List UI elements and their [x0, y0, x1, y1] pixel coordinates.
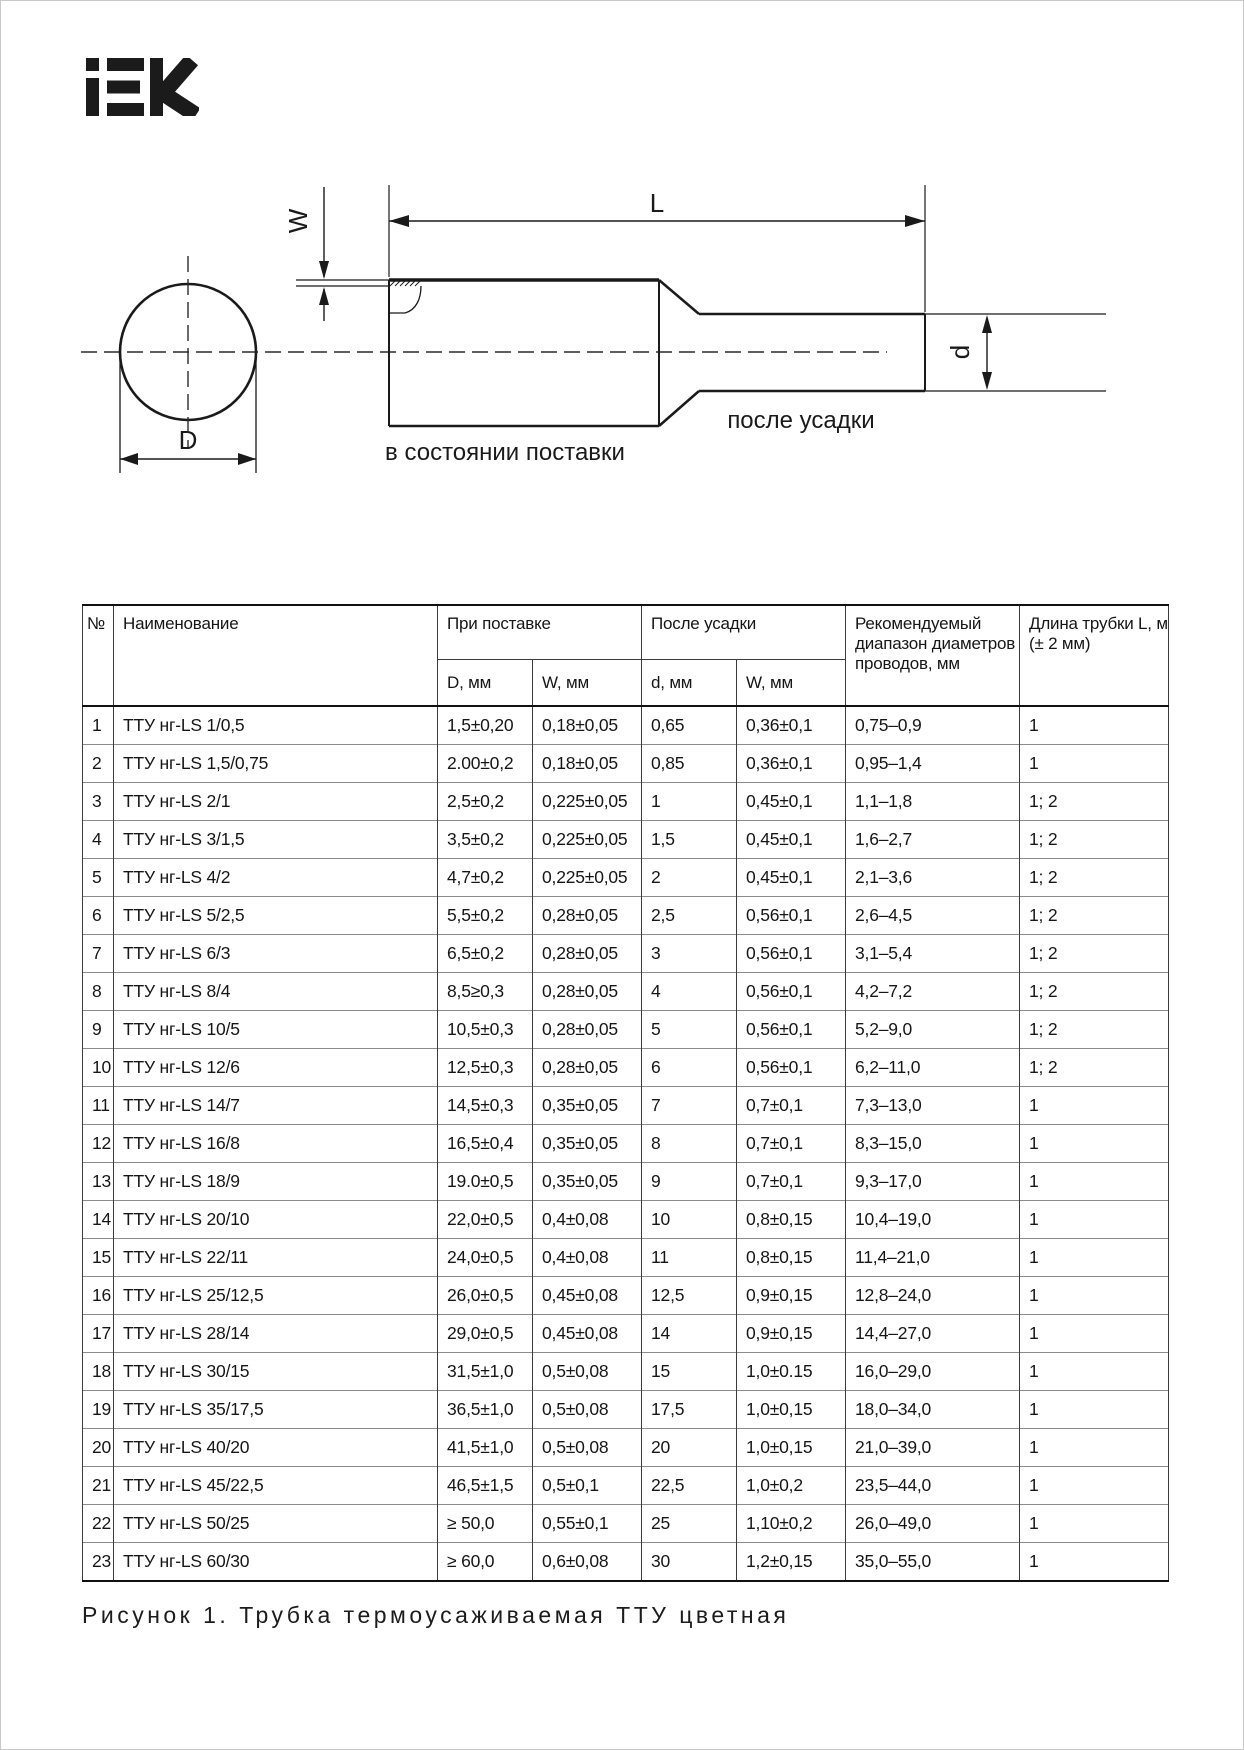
table-cell: 11 — [83, 1087, 114, 1125]
table-cell: 2,5 — [642, 897, 737, 935]
table-cell: 5,5±0,2 — [438, 897, 533, 935]
table-cell: 20 — [642, 1429, 737, 1467]
table-cell: 5 — [83, 859, 114, 897]
table-cell: 18 — [83, 1353, 114, 1391]
header-name: Наименование — [114, 605, 438, 706]
table-cell: 7 — [642, 1087, 737, 1125]
table-cell: ТТУ нг-LS 40/20 — [114, 1429, 438, 1467]
table-cell: 1 — [1020, 1543, 1169, 1582]
table-cell: ТТУ нг-LS 60/30 — [114, 1543, 438, 1582]
table-cell: 1; 2 — [1020, 973, 1169, 1011]
table-cell: 0,55±0,1 — [533, 1505, 642, 1543]
table-cell: 1; 2 — [1020, 783, 1169, 821]
table-cell: ТТУ нг-LS 30/15 — [114, 1353, 438, 1391]
table-row — [83, 1429, 1169, 1467]
table-cell: 8,3–15,0 — [846, 1125, 1020, 1163]
table-cell: 0,28±0,05 — [533, 935, 642, 973]
table-cell: 12,5 — [642, 1277, 737, 1315]
table-cell: 46,5±1,5 — [438, 1467, 533, 1505]
table-row — [83, 1543, 1169, 1582]
table-cell: 23 — [83, 1543, 114, 1582]
table-row — [83, 1353, 1169, 1391]
table-cell: 0,65 — [642, 706, 737, 745]
table-cell: 1,10±0,2 — [737, 1505, 846, 1543]
table-cell: 0,225±0,05 — [533, 859, 642, 897]
table-cell: 22 — [83, 1505, 114, 1543]
table-cell: 10,4–19,0 — [846, 1201, 1020, 1239]
table-cell: 21,0–39,0 — [846, 1429, 1020, 1467]
table-cell: ТТУ нг-LS 2/1 — [114, 783, 438, 821]
table-cell: 14,4–27,0 — [846, 1315, 1020, 1353]
table-cell: 1,0±0,15 — [737, 1391, 846, 1429]
table-cell: ТТУ нг-LS 20/10 — [114, 1201, 438, 1239]
table-cell: 1,0±0,15 — [737, 1429, 846, 1467]
dim-label-W: W — [283, 208, 313, 234]
taper-top — [659, 280, 699, 314]
table-row — [83, 1391, 1169, 1429]
table-cell: 1 — [1020, 1505, 1169, 1543]
table-cell: 10,5±0,3 — [438, 1011, 533, 1049]
table-row — [83, 897, 1169, 935]
dim-label-d: d — [945, 344, 975, 360]
table-row — [83, 1239, 1169, 1277]
table-cell: 6,2–11,0 — [846, 1049, 1020, 1087]
table-cell: 1,0±0.15 — [737, 1353, 846, 1391]
table-cell: 1; 2 — [1020, 897, 1169, 935]
l-arrow-left — [389, 215, 409, 227]
table-cell: ТТУ нг-LS 6/3 — [114, 935, 438, 973]
table-cell: 8 — [642, 1125, 737, 1163]
table-cell: 7,3–13,0 — [846, 1087, 1020, 1125]
table-cell: 1 — [1020, 1277, 1169, 1315]
table-cell: 1,5 — [642, 821, 737, 859]
table-cell: 0,36±0,1 — [737, 706, 846, 745]
table-cell: 6 — [642, 1049, 737, 1087]
table-row — [83, 935, 1169, 973]
table-cell: ТТУ нг-LS 8/4 — [114, 973, 438, 1011]
table-cell: 5,2–9,0 — [846, 1011, 1020, 1049]
table-cell: 1 — [1020, 1353, 1169, 1391]
table-cell: 1 — [1020, 1391, 1169, 1429]
table-cell: 0,56±0,1 — [737, 973, 846, 1011]
table-cell: 0,5±0,08 — [533, 1429, 642, 1467]
figure-caption: Рисунок 1. Трубка термоусаживаемая ТТУ цветная — [82, 1602, 790, 1628]
table-row — [83, 1467, 1169, 1505]
table-cell: 7 — [83, 935, 114, 973]
table-row — [83, 1011, 1169, 1049]
table-row — [83, 1163, 1169, 1201]
table-cell: 1 — [1020, 706, 1169, 745]
table-cell: 17,5 — [642, 1391, 737, 1429]
table-cell: 2,6–4,5 — [846, 897, 1020, 935]
table-cell: 9,3–17,0 — [846, 1163, 1020, 1201]
table-cell: 1 — [1020, 1163, 1169, 1201]
table-cell: 1; 2 — [1020, 1049, 1169, 1087]
table-cell: ≥ 50,0 — [438, 1505, 533, 1543]
table-cell: ТТУ нг-LS 10/5 — [114, 1011, 438, 1049]
table-cell: 36,5±1,0 — [438, 1391, 533, 1429]
table-cell: 0,225±0,05 — [533, 783, 642, 821]
table-cell: 25 — [642, 1505, 737, 1543]
table-cell: 11,4–21,0 — [846, 1239, 1020, 1277]
table-row — [83, 859, 1169, 897]
label-after-shrink: после усадки — [727, 407, 875, 434]
small-d-arrow-up — [982, 315, 992, 333]
table-cell: 1; 2 — [1020, 1011, 1169, 1049]
table-cell: 16 — [83, 1277, 114, 1315]
table-cell: 13 — [83, 1163, 114, 1201]
table-cell: 0,9±0,15 — [737, 1277, 846, 1315]
table-cell: 0,36±0,1 — [737, 745, 846, 783]
table-cell: 5 — [642, 1011, 737, 1049]
table-cell: 4,7±0,2 — [438, 859, 533, 897]
table-cell: 0,35±0,05 — [533, 1125, 642, 1163]
table-cell: 3,1–5,4 — [846, 935, 1020, 973]
table-cell: 10 — [642, 1201, 737, 1239]
header-group-shrunk: После усадки — [642, 605, 846, 660]
table-cell: 9 — [642, 1163, 737, 1201]
table-cell: 15 — [83, 1239, 114, 1277]
table-cell: 12,8–24,0 — [846, 1277, 1020, 1315]
spec-table-header — [83, 605, 1169, 706]
table-cell: 3 — [83, 783, 114, 821]
table-cell: 12,5±0,3 — [438, 1049, 533, 1087]
table-cell: 0,5±0,08 — [533, 1391, 642, 1429]
table-cell: 26,0±0,5 — [438, 1277, 533, 1315]
table-cell: ТТУ нг-LS 4/2 — [114, 859, 438, 897]
header-group-delivery: При поставке — [438, 605, 642, 660]
table-cell: 18,0–34,0 — [846, 1391, 1020, 1429]
header-length: Длина трубки L, м (± 2 мм) — [1020, 605, 1169, 706]
dim-label-D: D — [178, 425, 198, 455]
table-cell: 8,5≥0,3 — [438, 973, 533, 1011]
table-cell: 29,0±0,5 — [438, 1315, 533, 1353]
table-cell: ТТУ нг-LS 3/1,5 — [114, 821, 438, 859]
table-cell: 0,28±0,05 — [533, 1011, 642, 1049]
table-cell: 8 — [83, 973, 114, 1011]
l-arrow-right — [905, 215, 925, 227]
table-cell: 1 — [83, 706, 114, 745]
table-cell: 4 — [83, 821, 114, 859]
table-cell: 23,5–44,0 — [846, 1467, 1020, 1505]
table-cell: 30 — [642, 1543, 737, 1582]
table-cell: 20 — [83, 1429, 114, 1467]
table-cell: 17 — [83, 1315, 114, 1353]
table-cell: 2 — [83, 745, 114, 783]
table-cell: 0,35±0,05 — [533, 1163, 642, 1201]
table-cell: ≥ 60,0 — [438, 1543, 533, 1582]
table-cell: 22,0±0,5 — [438, 1201, 533, 1239]
table-cell: 35,0–55,0 — [846, 1543, 1020, 1582]
table-cell: 2,5±0,2 — [438, 783, 533, 821]
table-cell: 26,0–49,0 — [846, 1505, 1020, 1543]
table-cell: ТТУ нг-LS 5/2,5 — [114, 897, 438, 935]
table-cell: 0,5±0,1 — [533, 1467, 642, 1505]
table-cell: 0,45±0,08 — [533, 1277, 642, 1315]
tube-diagram — [71, 149, 1131, 489]
table-cell: 0,95–1,4 — [846, 745, 1020, 783]
table-cell: 14 — [83, 1201, 114, 1239]
table-cell: 1; 2 — [1020, 821, 1169, 859]
iek-logo-icon — [86, 58, 199, 116]
table-cell: 16,5±0,4 — [438, 1125, 533, 1163]
table-cell: 1,0±0,2 — [737, 1467, 846, 1505]
table-cell: 0,4±0,08 — [533, 1239, 642, 1277]
table-cell: 0,45±0,08 — [533, 1315, 642, 1353]
table-row — [83, 706, 1169, 745]
table-cell: ТТУ нг-LS 45/22,5 — [114, 1467, 438, 1505]
table-cell: 0,28±0,05 — [533, 897, 642, 935]
table-cell: 0,56±0,1 — [737, 897, 846, 935]
table-cell: 6,5±0,2 — [438, 935, 533, 973]
table-row — [83, 821, 1169, 859]
table-cell: 1,5±0,20 — [438, 706, 533, 745]
table-cell: 0,56±0,1 — [737, 935, 846, 973]
inner-wall-curve — [389, 286, 421, 313]
spec-table — [82, 604, 1169, 1582]
table-cell: 1; 2 — [1020, 859, 1169, 897]
table-cell: 1 — [1020, 1201, 1169, 1239]
table-cell: 21 — [83, 1467, 114, 1505]
dim-label-L: L — [649, 188, 665, 218]
table-cell: ТТУ нг-LS 1/0,5 — [114, 706, 438, 745]
table-row — [83, 1315, 1169, 1353]
table-cell: 14 — [642, 1315, 737, 1353]
table-cell: 41,5±1,0 — [438, 1429, 533, 1467]
table-cell: 1,2±0,15 — [737, 1543, 846, 1582]
table-cell: ТТУ нг-LS 12/6 — [114, 1049, 438, 1087]
table-cell: 1,6–2,7 — [846, 821, 1020, 859]
table-cell: 3,5±0,2 — [438, 821, 533, 859]
table-cell: 1 — [1020, 1315, 1169, 1353]
table-row — [83, 1505, 1169, 1543]
table-cell: 1 — [1020, 1125, 1169, 1163]
w-arrow-down — [319, 261, 329, 279]
table-row — [83, 1049, 1169, 1087]
table-cell: 0,8±0,15 — [737, 1201, 846, 1239]
table-cell: 0,225±0,05 — [533, 821, 642, 859]
header-num: № — [83, 605, 114, 706]
taper-bottom — [659, 391, 699, 426]
table-cell: 0,7±0,1 — [737, 1125, 846, 1163]
table-cell: 19.0±0,5 — [438, 1163, 533, 1201]
table-cell: ТТУ нг-LS 18/9 — [114, 1163, 438, 1201]
table-row — [83, 1125, 1169, 1163]
table-cell: 0,56±0,1 — [737, 1011, 846, 1049]
label-delivery-state: в состоянии поставки — [385, 439, 625, 466]
table-cell: 0,45±0,1 — [737, 859, 846, 897]
table-cell: ТТУ нг-LS 28/14 — [114, 1315, 438, 1353]
table-cell: 0,56±0,1 — [737, 1049, 846, 1087]
iek-logo — [86, 58, 199, 116]
table-cell: 0,8±0,15 — [737, 1239, 846, 1277]
table-row — [83, 1087, 1169, 1125]
table-cell: 1 — [1020, 1239, 1169, 1277]
table-cell: 4 — [642, 973, 737, 1011]
d-arrow-left — [120, 453, 138, 465]
table-cell: 1 — [1020, 1467, 1169, 1505]
header-range: Рекомендуемый диапазон диаметров проводов, мм — [846, 605, 1020, 706]
table-cell: 0,18±0,05 — [533, 745, 642, 783]
table-cell: 1 — [642, 783, 737, 821]
table-cell: 1,1–1,8 — [846, 783, 1020, 821]
table-cell: 1 — [1020, 1429, 1169, 1467]
table-cell: 0,6±0,08 — [533, 1543, 642, 1582]
table-cell: 2.00±0,2 — [438, 745, 533, 783]
table-row — [83, 1201, 1169, 1239]
table-cell: 0,28±0,05 — [533, 1049, 642, 1087]
table-cell: 6 — [83, 897, 114, 935]
header-col-D: D, мм — [438, 660, 533, 707]
table-cell: 0,75–0,9 — [846, 706, 1020, 745]
table-cell: 0,7±0,1 — [737, 1163, 846, 1201]
table-cell: ТТУ нг-LS 16/8 — [114, 1125, 438, 1163]
table-cell: ТТУ нг-LS 1,5/0,75 — [114, 745, 438, 783]
table-row — [83, 973, 1169, 1011]
table-cell: 9 — [83, 1011, 114, 1049]
table-cell: 24,0±0,5 — [438, 1239, 533, 1277]
table-cell: ТТУ нг-LS 25/12,5 — [114, 1277, 438, 1315]
table-cell: 0,5±0,08 — [533, 1353, 642, 1391]
small-d-arrow-down — [982, 372, 992, 390]
table-cell: 0,85 — [642, 745, 737, 783]
table-cell: 22,5 — [642, 1467, 737, 1505]
header-col-d: d, мм — [642, 660, 737, 707]
table-row — [83, 745, 1169, 783]
table-cell: ТТУ нг-LS 35/17,5 — [114, 1391, 438, 1429]
table-cell: 4,2–7,2 — [846, 973, 1020, 1011]
table-cell: 0,4±0,08 — [533, 1201, 642, 1239]
table-cell: 16,0–29,0 — [846, 1353, 1020, 1391]
table-cell: 0,28±0,05 — [533, 973, 642, 1011]
d-arrow-right — [238, 453, 256, 465]
header-col-W1: W, мм — [533, 660, 642, 707]
table-row — [83, 1277, 1169, 1315]
table-cell: 3 — [642, 935, 737, 973]
table-cell: 0,18±0,05 — [533, 706, 642, 745]
header-col-W2: W, мм — [737, 660, 846, 707]
table-cell: 11 — [642, 1239, 737, 1277]
table-cell: 12 — [83, 1125, 114, 1163]
table-cell: ТТУ нг-LS 22/11 — [114, 1239, 438, 1277]
table-cell: 14,5±0,3 — [438, 1087, 533, 1125]
table-cell: 15 — [642, 1353, 737, 1391]
table-cell: ТТУ нг-LS 50/25 — [114, 1505, 438, 1543]
table-cell: 0,45±0,1 — [737, 783, 846, 821]
table-cell: 0,9±0,15 — [737, 1315, 846, 1353]
table-cell: 31,5±1,0 — [438, 1353, 533, 1391]
table-cell: 0,45±0,1 — [737, 821, 846, 859]
table-cell: 2,1–3,6 — [846, 859, 1020, 897]
table-cell: 0,35±0,05 — [533, 1087, 642, 1125]
table-cell: 1; 2 — [1020, 935, 1169, 973]
table-row — [83, 783, 1169, 821]
table-cell: 0,7±0,1 — [737, 1087, 846, 1125]
spec-table-body — [83, 706, 1169, 1581]
table-cell: 19 — [83, 1391, 114, 1429]
table-cell: 1 — [1020, 745, 1169, 783]
table-cell: 1 — [1020, 1087, 1169, 1125]
w-arrow-up — [319, 287, 329, 305]
table-cell: 2 — [642, 859, 737, 897]
table-cell: ТТУ нг-LS 14/7 — [114, 1087, 438, 1125]
table-cell: 10 — [83, 1049, 114, 1087]
